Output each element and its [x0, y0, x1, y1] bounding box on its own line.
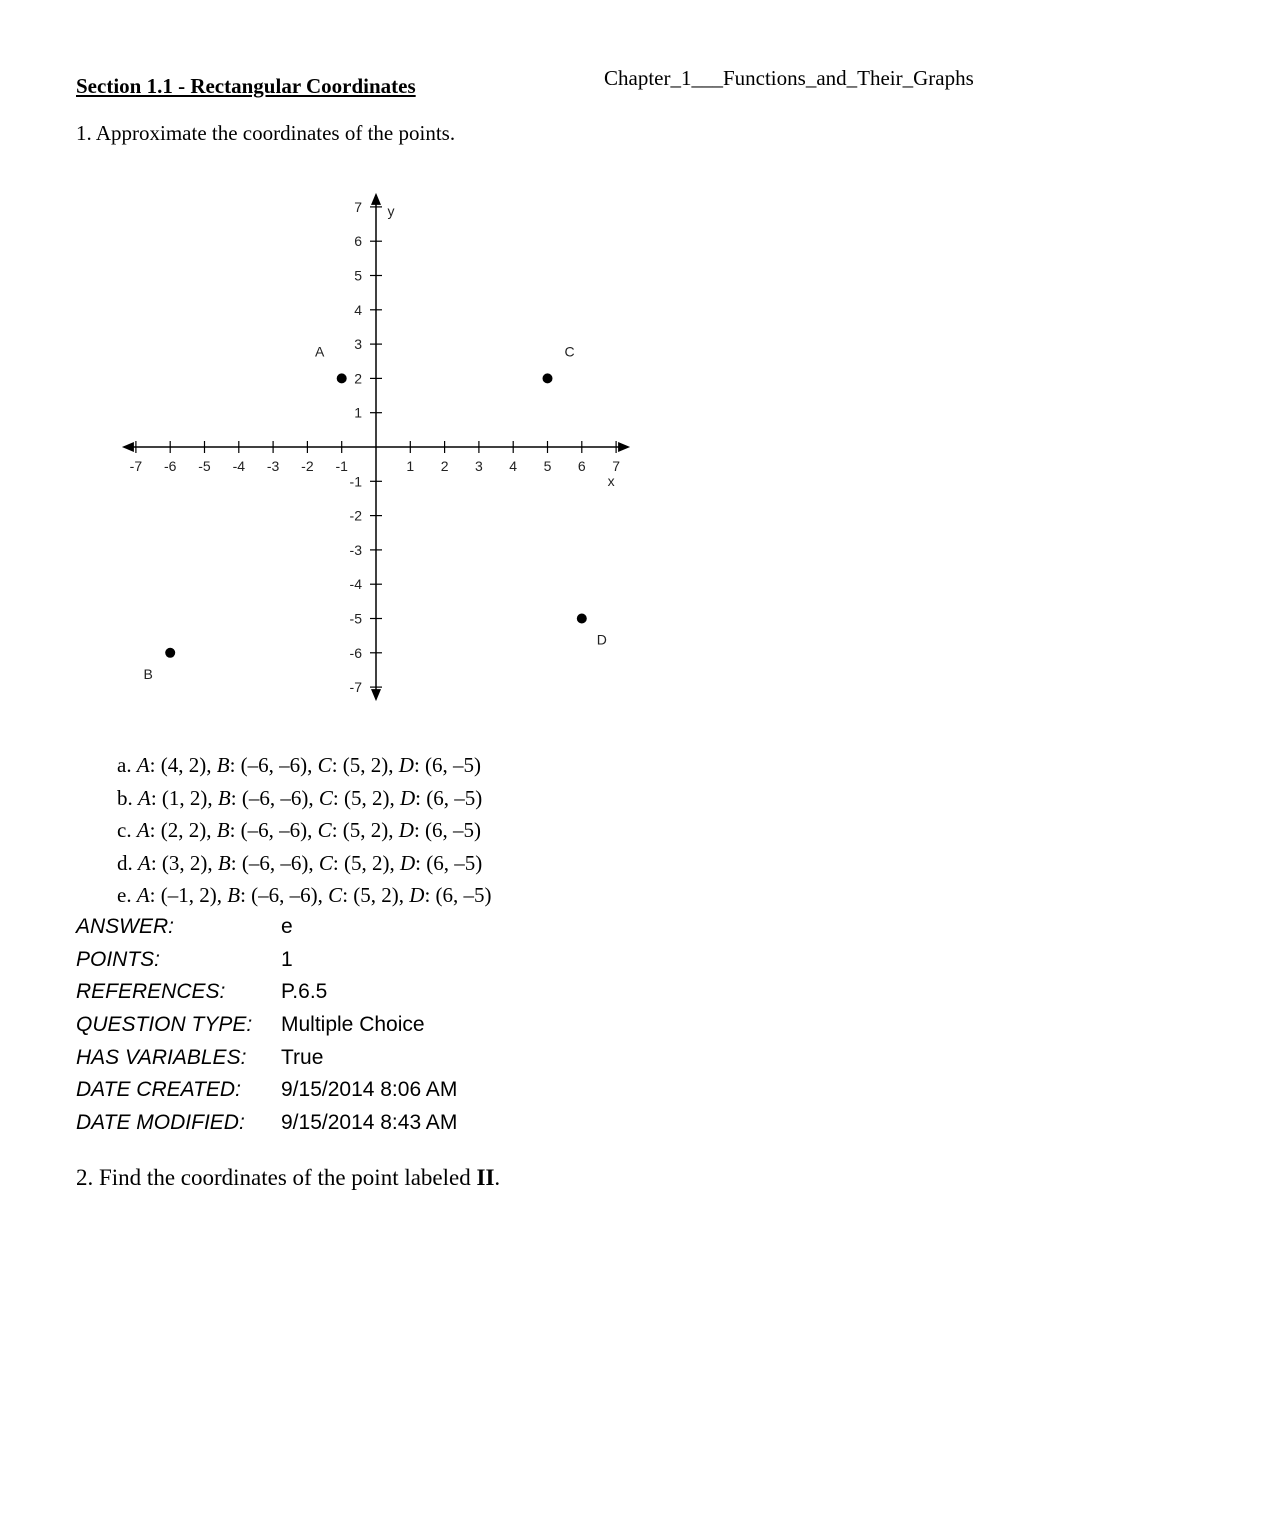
point-a-marker: [337, 373, 347, 383]
meta-value: e: [281, 915, 293, 938]
x-axis-arrow-left: [122, 442, 134, 452]
choice-c: c. A: (2, 2), B: (–6, –6), C: (5, 2), D: (6, –5): [117, 818, 482, 843]
point-b-marker: [165, 648, 175, 658]
meta-points: [76, 944, 457, 977]
point-c-marker: [543, 373, 553, 383]
y-axis-arrow-down: [371, 689, 381, 701]
x-tick-label: 7: [612, 458, 620, 474]
meta-date-modified: [76, 1107, 457, 1140]
x-tick-label: -7: [129, 458, 143, 474]
x-tick-label: 3: [475, 458, 483, 474]
y-tick-label: 3: [354, 336, 362, 353]
x-axis-arrow-right: [618, 442, 630, 452]
x-tick-label: -6: [163, 458, 177, 474]
question-1-text: 1. Approximate the coordinates of the points.: [76, 121, 456, 145]
x-tick-label: -2: [301, 458, 314, 474]
question-metadata: [76, 911, 457, 1140]
choice-a: a. A: (4, 2), B: (–6, –6), C: (5, 2), D: (6, –5): [117, 753, 482, 777]
y-tick-label: 4: [354, 301, 362, 318]
point-label-ii: II: [476, 1165, 495, 1190]
x-tick-label: -5: [198, 458, 211, 474]
x-tick-label: -1: [335, 458, 348, 474]
meta-value: Multiple Choice: [281, 1013, 425, 1037]
y-tick-label: 2: [354, 370, 362, 387]
y-tick-label: -7: [349, 679, 362, 696]
meta-value: 9/15/2014 8:43 AM: [281, 1111, 458, 1135]
y-tick-label: -3: [349, 541, 362, 558]
section-title: Section 1.1 - Rectangular Coordinates: [76, 74, 416, 98]
meta-label: ANSWER:: [76, 915, 175, 938]
meta-label: DATE CREATED:: [76, 1078, 241, 1102]
x-tick-label: 1: [406, 458, 415, 474]
meta-answer: [76, 911, 457, 944]
meta-label: HAS VARIABLES:: [76, 1045, 247, 1069]
x-tick-label: 6: [577, 458, 586, 474]
meta-label: POINTS:: [76, 947, 161, 971]
choice-d: d. A: (3, 2), B: (–6, –6), C: (5, 2), D: (6, –5): [117, 850, 483, 875]
chapter-title: Chapter_1___Functions_and_Their_Graphs: [604, 66, 974, 90]
x-tick-label: 4: [509, 458, 518, 474]
y-tick-label: -4: [349, 576, 362, 593]
question-2-text: 2. Find the coordinates of the point labeled II.: [76, 1165, 501, 1190]
point-c-label: C: [564, 343, 575, 360]
y-axis-arrow-up: [371, 193, 381, 205]
y-tick-label: -1: [349, 473, 362, 490]
point-a-label: A: [315, 343, 325, 360]
meta-value: True: [281, 1045, 324, 1069]
meta-question-type: [76, 1009, 457, 1042]
meta-value: P.6.5: [281, 980, 328, 1004]
y-tick-label: 5: [354, 267, 362, 284]
meta-references: [76, 976, 457, 1009]
point-d-marker: [577, 614, 587, 624]
y-tick-label: -6: [349, 644, 362, 661]
y-tick-label: 1: [354, 404, 362, 421]
meta-value: 1: [281, 947, 293, 971]
x-axis-label: x: [607, 473, 615, 489]
y-tick-label: 7: [354, 198, 362, 215]
x-tick-label: -3: [266, 458, 280, 474]
point-d-label: D: [596, 631, 607, 648]
x-tick-label: 2: [440, 458, 449, 474]
choice-e: e. A: (–1, 2), B: (–6, –6), C: (5, 2), D: (6, –5): [117, 883, 492, 908]
meta-label: DATE MODIFIED:: [76, 1111, 245, 1135]
coordinate-plane: [110, 185, 650, 705]
y-tick-label: -5: [349, 610, 362, 627]
y-tick-label: 6: [354, 233, 362, 250]
meta-label: QUESTION TYPE:: [76, 1013, 253, 1037]
x-tick-label: 5: [543, 458, 552, 474]
meta-label: REFERENCES:: [76, 980, 226, 1004]
x-tick-label: -4: [232, 458, 246, 474]
meta-has-variables: [76, 1042, 457, 1075]
meta-value: 9/15/2014 8:06 AM: [281, 1078, 458, 1102]
y-tick-label: -2: [349, 507, 362, 524]
point-b-label: B: [143, 665, 153, 682]
y-axis-label: y: [387, 202, 395, 219]
answer-choices: [117, 749, 492, 912]
meta-date-created: [76, 1074, 457, 1107]
choice-b: b. A: (1, 2), B: (–6, –6), C: (5, 2), D: (6, –5): [117, 785, 483, 810]
